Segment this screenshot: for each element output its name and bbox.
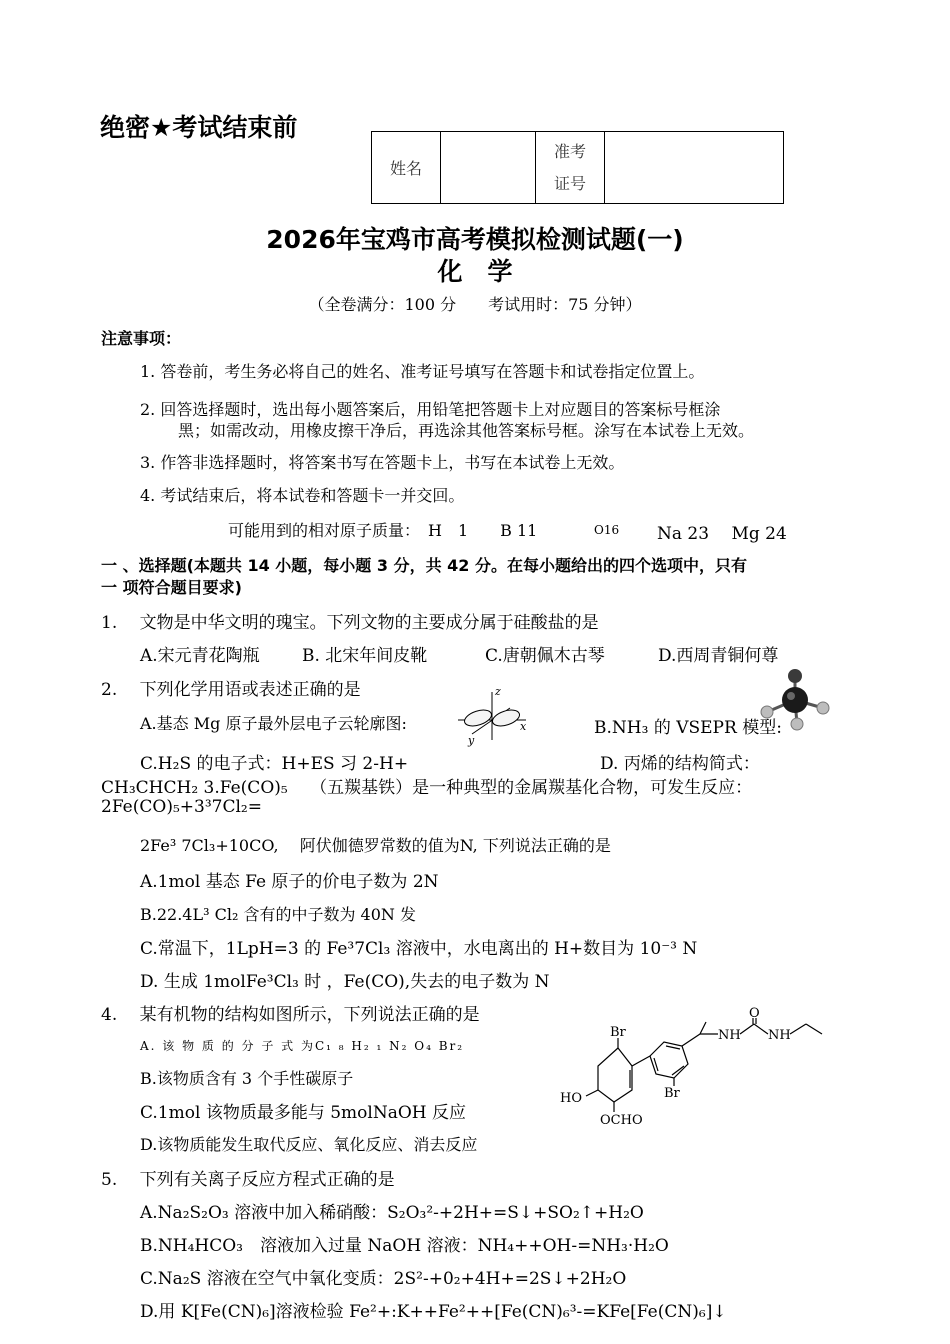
nh3-vsepr-model	[755, 668, 835, 734]
exam-id-field[interactable]	[605, 132, 784, 204]
notice-item-2: 2. 回答选择题时，选出每小题答案后，用铅笔把答题卡上对应题目的答案标号框涂	[140, 400, 721, 419]
p-orbital-diagram	[454, 684, 534, 746]
section1-heading-2: 一 项符合题目要求)	[101, 578, 242, 597]
q5-option-d: D.用 K[Fe(CN)₆]溶液检验 Fe²+:K++Fe²++[Fe(CN)₆³-=KFe[Fe(CN)₆]↓	[140, 1302, 727, 1322]
br-bottom-label: Br	[664, 1086, 680, 1101]
q1-stem: 1. 文物是中华文明的瑰宝。下列文物的主要成分属于硅酸盐的是	[101, 613, 599, 633]
q3-option-a: A.1mol 基态 Fe 原子的价电子数为 2N	[140, 872, 439, 892]
notice-item-3: 3. 作答非选择题时，将答案书写在答题卡上，书写在本试卷上无效。	[140, 453, 625, 472]
q2-option-c: C.H₂S 的电子式：H+ES 习 2-H+	[140, 754, 409, 774]
name-label: 姓名	[372, 132, 441, 204]
subject-title: 化 学	[437, 257, 513, 286]
exam-meta: （全卷满分：100 分 考试用时：75 分钟）	[308, 295, 642, 314]
axis-y-label: y	[468, 734, 475, 747]
q1-option-d: D.西周青铜何尊	[658, 646, 779, 666]
notice-item-2-cont: 黑；如需改动，用橡皮擦干净后，再选涂其他答案标号框。涂写在本试卷上无效。	[178, 421, 755, 440]
q3-line-1: CH₃CHCH₂ 3.Fe(CO)₅ （五羰基铁）是一种典型的金属羰基化合物，可发生反应：	[101, 778, 753, 798]
q3-line-3: 2Fe³ 7Cl₃+10CO, 阿伏伽德罗常数的值为N, 下列说法正确的是	[140, 836, 611, 855]
q1-option-c: C.唐朝佩木古琴	[485, 646, 605, 666]
q3-option-d: D. 生成 1molFe³Cl₃ 时 ，Fe(CO),失去的电子数为 N	[140, 972, 550, 992]
nh-label-1: NH	[718, 1028, 741, 1043]
q4-option-d: D.该物质能发生取代反应、氧化反应、消去反应	[140, 1135, 478, 1154]
ho-label: HO	[560, 1091, 582, 1106]
q2-option-b: B.NH₃ 的 VSEPR 模型:	[594, 718, 782, 738]
axis-x-label: x	[520, 720, 527, 733]
q2-stem: 2. 下列化学用语或表述正确的是	[101, 680, 361, 700]
exam-id-label-line2: 证号	[553, 173, 586, 193]
axis-z-label: z	[495, 685, 501, 698]
q4-option-b: B.该物质含有 3 个手性碳原子	[140, 1069, 354, 1088]
atomic-mass-oxygen: O16	[594, 523, 620, 537]
q1-option-a: A.宋元青花陶瓶	[140, 646, 260, 666]
notice-item-4: 4. 考试结束后，将本试卷和答题卡一并交回。	[140, 486, 465, 505]
q3-option-c: C.常温下，1LpH=3 的 Fe³7Cl₃ 溶液中，水电离出的 H+数目为 10⁻³ N	[140, 939, 698, 959]
q3-option-b: B.22.4L³ Cl₂ 含有的中子数为 40N 发	[140, 905, 416, 924]
q5-option-b: B.NH₄HCO₃ 溶液加入过量 NaOH 溶液：NH₄++OH-=NH₃·H₂O	[140, 1236, 669, 1256]
q4-stem: 4. 某有机物的结构如图所示，下列说法正确的是	[101, 1005, 480, 1025]
atomic-mass-line: 可能用到的相对原子质量： H 1 B 11	[228, 521, 538, 540]
organic-structure-diagram	[550, 1006, 850, 1132]
ocho-label: OCHO	[600, 1113, 643, 1128]
exam-id-label-line1: 准考	[553, 141, 586, 161]
notice-item-1: 1. 答卷前，考生务必将自己的姓名、准考证号填写在答题卡和试卷指定位置上。	[140, 362, 705, 381]
name-field[interactable]	[441, 132, 536, 204]
q3-line-2: 2Fe(CO)₅+3³7Cl₂=	[101, 797, 262, 817]
q2-option-d: D. 丙烯的结构简式：	[600, 754, 760, 774]
q2-option-a: A.基态 Mg 原子最外层电子云轮廓图:	[140, 714, 407, 733]
atomic-mass-rest: Na 23 Mg 24	[657, 524, 787, 544]
candidate-info-table	[371, 131, 784, 204]
q5-option-a: A.Na₂S₂O₃ 溶液中加入稀硝酸：S₂O₃²-+2H+=S↓+SO₂↑+H₂O	[140, 1203, 644, 1223]
q4-option-a: A. 该 物 质 的 分 子 式 为C₁ ₈ H₂ ₁ N₂ O₄ Br₂	[140, 1039, 465, 1053]
q5-option-c: C.Na₂S 溶液在空气中氧化变质：2S²-+0₂+4H+=2S↓+2H₂O	[140, 1269, 627, 1289]
secret-mark: 绝密★考试结束前	[100, 113, 298, 142]
br-top-label: Br	[610, 1025, 626, 1040]
q1-option-b: B. 北宋年间皮靴	[302, 646, 428, 666]
q4-option-c: C.1mol 该物质最多能与 5molNaOH 反应	[140, 1103, 467, 1123]
exam-id-label	[536, 132, 605, 204]
nh-label-2: NH	[768, 1028, 791, 1043]
o-label: O	[749, 1006, 760, 1021]
exam-title: 2026年宝鸡市高考模拟检测试题(一)	[266, 225, 684, 254]
section1-heading-1: 一 、选择题(本题共 14 小题，每小题 3 分，共 42 分。在每小题给出的四个选项中，只有	[101, 556, 747, 575]
q5-stem: 5. 下列有关离子反应方程式正确的是	[101, 1170, 395, 1190]
notice-heading: 注意事项：	[101, 329, 182, 348]
